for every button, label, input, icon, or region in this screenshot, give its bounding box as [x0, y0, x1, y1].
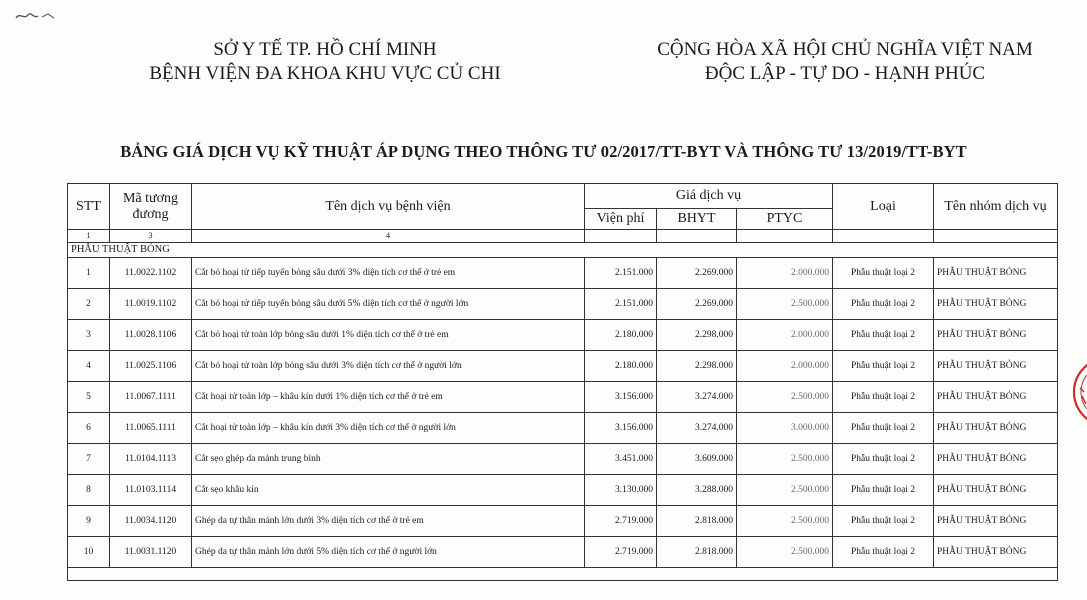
header-ma-line1: Mã tương	[122, 190, 179, 206]
cell-bhyt: 3.609.000	[657, 444, 737, 475]
cell-ptyc: 2.000.000	[737, 258, 833, 289]
group-row	[68, 243, 1058, 258]
cell-bhyt: 2.298.000	[657, 351, 737, 382]
cell-stt: 7	[68, 444, 110, 475]
cell-vien-phi: 2.719.000	[585, 537, 657, 568]
cell-loai: Phẫu thuật loại 2	[833, 320, 934, 351]
header-ma	[110, 184, 192, 230]
table-row	[68, 289, 1058, 320]
cell-stt: 1	[68, 258, 110, 289]
national-motto: ĐỘC LẬP - TỰ DO - HẠNH PHÚC	[704, 63, 986, 84]
document-title: BẢNG GIÁ DỊCH VỤ KỸ THUẬT ÁP DỤNG THEO THÔNG TƯ 02/2017/TT-BYT VÀ THÔNG TƯ 13/2019/TT-BYT	[120, 142, 967, 161]
cell-vien-phi: 3.156.000	[585, 382, 657, 413]
cell-ten: Cắt bỏ hoại tử tiếp tuyến bỏng sâu dưới 5% diện tích cơ thể ở người lớn	[192, 289, 585, 320]
cell-loai: Phẫu thuật loại 2	[833, 444, 934, 475]
cell-stt: 3	[68, 320, 110, 351]
cell-bhyt: 3.288.000	[657, 475, 737, 506]
header-gia: Giá dịch vụ	[585, 184, 833, 209]
column-number-row	[68, 230, 1058, 243]
issuer-header	[110, 38, 540, 86]
cell-stt: 6	[68, 413, 110, 444]
cell-ma: 11.0103.1114	[110, 475, 192, 506]
cell-ptyc: 2.000.000	[737, 351, 833, 382]
cell-bhyt: 2.298.000	[657, 320, 737, 351]
header-vien-phi: Viện phí	[585, 209, 657, 230]
cell-vien-phi: 2.180.000	[585, 320, 657, 351]
cell-ma: 11.0065.1111	[110, 413, 192, 444]
cell-bhyt: 3.274.000	[657, 413, 737, 444]
cell-ma: 11.0019.1102	[110, 289, 192, 320]
cell-vien-phi: 2.719.000	[585, 506, 657, 537]
cell-nhom: PHẪU THUẬT BỎNG	[934, 475, 1058, 506]
cell-bhyt: 2.269.000	[657, 258, 737, 289]
table-row	[68, 413, 1058, 444]
cell-ptyc: 2.500.000	[737, 289, 833, 320]
table-row	[68, 475, 1058, 506]
header-stt: STT	[68, 184, 110, 230]
cell-nhom: PHẪU THUẬT BỎNG	[934, 382, 1058, 413]
cell-ma: 11.0028.1106	[110, 320, 192, 351]
cell-ptyc: 2.500.000	[737, 382, 833, 413]
table-row	[68, 444, 1058, 475]
cell-loai: Phẫu thuật loại 2	[833, 258, 934, 289]
cell-stt: 10	[68, 537, 110, 568]
table-row	[68, 382, 1058, 413]
cell-nhom: PHẪU THUẬT BỎNG	[934, 258, 1058, 289]
cell-loai: Phẫu thuật loại 2	[833, 475, 934, 506]
header-bhyt: BHYT	[657, 209, 737, 230]
cell-nhom: PHẪU THUẬT BỎNG	[934, 537, 1058, 568]
column-number: 1	[68, 230, 110, 243]
cell-vien-phi: 3.156.000	[585, 413, 657, 444]
cell-ten: Cắt bỏ hoại tử toàn lớp bỏng sâu dưới 1% diện tích cơ thể ở trẻ em	[192, 320, 585, 351]
cell-ptyc: 2.500.000	[737, 506, 833, 537]
red-stamp	[1068, 352, 1087, 432]
cell-loai: Phẫu thuật loại 2	[833, 382, 934, 413]
table-body	[68, 258, 1058, 568]
table-row	[68, 537, 1058, 568]
cell-ma: 11.0031.1120	[110, 537, 192, 568]
cell-nhom: PHẪU THUẬT BỎNG	[934, 320, 1058, 351]
header-loai: Loại	[833, 184, 934, 230]
cell-vien-phi: 2.151.000	[585, 258, 657, 289]
cell-stt: 8	[68, 475, 110, 506]
cell-ptyc: 2.500.000	[737, 475, 833, 506]
cell-bhyt: 2.818.000	[657, 537, 737, 568]
cell-loai: Phẫu thuật loại 2	[833, 506, 934, 537]
cell-loai: Phẫu thuật loại 2	[833, 289, 934, 320]
cell-stt: 9	[68, 506, 110, 537]
cell-nhom: PHẪU THUẬT BỎNG	[934, 506, 1058, 537]
table-row	[68, 351, 1058, 382]
cell-loai: Phẫu thuật loại 2	[833, 413, 934, 444]
cell-ten: Ghép da tự thân mảnh lớn dưới 3% diện tích cơ thể ở trẻ em	[192, 506, 585, 537]
cell-ma: 11.0034.1120	[110, 506, 192, 537]
cell-ten: Cắt sẹo ghép da mảnh trung bình	[192, 444, 585, 475]
cell-nhom: PHẪU THUẬT BỎNG	[934, 289, 1058, 320]
cell-vien-phi: 2.151.000	[585, 289, 657, 320]
cell-vien-phi: 3.451.000	[585, 444, 657, 475]
column-number: 3	[110, 230, 192, 243]
cell-bhyt: 3.274.000	[657, 382, 737, 413]
cell-nhom: PHẪU THUẬT BỎNG	[934, 444, 1058, 475]
cell-loai: Phẫu thuật loại 2	[833, 537, 934, 568]
national-header	[620, 38, 1070, 86]
header-ten: Tên dịch vụ bệnh viện	[192, 184, 585, 230]
header-nhom: Tên nhóm dịch vụ	[934, 184, 1058, 230]
group-label: PHẪU THUẬT BỎNG	[68, 243, 1058, 258]
cell-ten: Cắt hoại tử toàn lớp – khâu kín dưới 1% diện tích cơ thể ở trẻ em	[192, 382, 585, 413]
table-row	[68, 320, 1058, 351]
cell-nhom: PHẪU THUẬT BỎNG	[934, 413, 1058, 444]
issuer-hospital: BỆNH VIỆN ĐA KHOA KHU VỰC CỦ CHI	[149, 63, 501, 84]
cell-ptyc: 2.000.000	[737, 320, 833, 351]
table-row	[68, 258, 1058, 289]
cell-bhyt: 2.818.000	[657, 506, 737, 537]
cell-ten: Ghép da tự thân mảnh lớn dưới 5% diện tích cơ thể ở người lớn	[192, 537, 585, 568]
cell-ten: Cắt hoại tử toàn lớp – khâu kín dưới 3% diện tích cơ thể ở người lớn	[192, 413, 585, 444]
cell-ma: 11.0067.1111	[110, 382, 192, 413]
cell-ma: 11.0022.1102	[110, 258, 192, 289]
cell-vien-phi: 2.180.000	[585, 351, 657, 382]
header-ma-line2: đương	[132, 206, 169, 222]
cell-vien-phi: 3.130.000	[585, 475, 657, 506]
table-row	[68, 506, 1058, 537]
cell-ptyc: 2.500.000	[737, 444, 833, 475]
handwritten-mark	[14, 8, 62, 22]
cell-stt: 2	[68, 289, 110, 320]
cell-stt: 5	[68, 382, 110, 413]
cell-nhom: PHẪU THUẬT BỎNG	[934, 351, 1058, 382]
national-name: CỘNG HÒA XÃ HỘI CHỦ NGHĨA VIỆT NAM	[657, 39, 1033, 60]
cell-ma: 11.0104.1113	[110, 444, 192, 475]
header-ptyc: PTYC	[737, 209, 833, 230]
cell-ten: Cắt bỏ hoại tử tiếp tuyến bỏng sâu dưới 3% diện tích cơ thể ở trẻ em	[192, 258, 585, 289]
issuer-department: SỞ Y TẾ TP. HỒ CHÍ MINH	[213, 39, 437, 60]
cell-ten: Cắt sẹo khâu kín	[192, 475, 585, 506]
cell-stt: 4	[68, 351, 110, 382]
cell-bhyt: 2.269.000	[657, 289, 737, 320]
price-table	[67, 183, 1058, 581]
cell-ptyc: 2.500.000	[737, 537, 833, 568]
cell-ma: 11.0025.1106	[110, 351, 192, 382]
cell-ptyc: 3.000.000	[737, 413, 833, 444]
cell-loai: Phẫu thuật loại 2	[833, 351, 934, 382]
column-number: 4	[192, 230, 585, 243]
cell-ten: Cắt bỏ hoại tử toàn lớp bỏng sâu dưới 3% diện tích cơ thể ở người lớn	[192, 351, 585, 382]
